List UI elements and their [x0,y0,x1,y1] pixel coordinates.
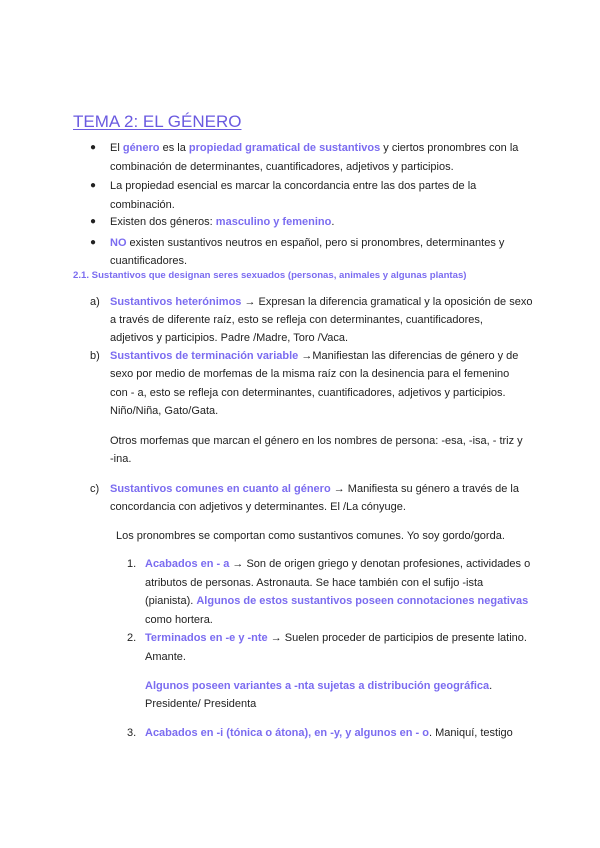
item-c-line-2: concordancia con adjetivos y determinantes. El /La cónyuge. [110,501,406,513]
bullet-3-line-1: Existen dos géneros: masculino y femenino. [110,216,335,228]
numbered-2-paragraph-line-1: Algunos poseen variantes a -nta sujetas a distribución geográfica. [145,680,493,692]
bullet-2-line-1: La propiedad esencial es marcar la concordancia entre las dos partes de la [110,180,477,192]
numbered-2-line-2: Amante. [145,651,186,663]
bullet-icon: ● [90,180,97,191]
pronouns-note: Los pronombres se comportan como sustantivos comunes. Yo soy gordo/gorda. [116,530,505,542]
item-b-paragraph-line-1: Otros morfemas que marcan el género en los nombres de persona: -esa, -isa, - triz y [110,435,523,447]
numbered-1-line-4: como hortera. [145,614,213,626]
bullet-2-line-2: combinación. [110,199,175,211]
bullet-1-line-2: combinación de determinantes, cuantificadores, adjetivos y participios. [110,161,454,173]
section-heading: 2.1. Sustantivos que designan seres sexuados (personas, animales y algunas plantas) [73,270,467,281]
numbered-3-marker: 3. [127,727,137,739]
bullet-icon: ● [90,216,97,227]
numbered-1-line-3: (pianista). Algunos de estos sustantivos poseen connotaciones negativas [145,595,529,607]
item-a-line-3: adjetivos y participios. Padre /Madre, Toro /Vaca. [110,332,349,344]
item-b-marker: b) [90,350,100,362]
item-c-marker: c) [90,483,100,495]
bullet-4-line-2: cuantificadores. [110,255,188,267]
bullet-icon: ● [90,142,97,153]
bullet-1-line-1: El género es la propiedad gramatical de sustantivos y ciertos pronombres con la [110,142,519,154]
item-b-line-4: Niño/Niña, Gato/Gata. [110,405,219,417]
item-a-marker: a) [90,296,100,308]
item-a-line-1: Sustantivos heterónimos → Expresan la diferencia gramatical y la oposición de sexo [110,296,533,308]
bullet-icon: ● [90,237,97,248]
item-b-line-1: Sustantivos de terminación variable →Manifiestan las diferencias de género y de [110,350,519,362]
item-a-line-2: a través de diferente raíz, esto se refleja con determinantes, cuantificadores, [110,314,483,326]
item-b-line-3: con - a, esto se refleja con determinantes, cuantificadores, adjetivos y participios. [110,387,506,399]
item-b-paragraph-line-2: -ina. [110,453,132,465]
numbered-2-marker: 2. [127,632,137,644]
numbered-3-line-1: Acabados en -i (tónica o átona), en -y, y algunos en - o. Maniquí, testigo [145,727,513,739]
bullet-4-line-1: NO existen sustantivos neutros en español, pero si pronombres, determinantes y [110,237,505,249]
item-b-line-2: sexo por medio de morfemas de la misma raíz con la desinencia para el femenino [110,368,510,380]
numbered-2-paragraph-line-2: Presidente/ Presidenta [145,698,257,710]
numbered-2-line-1: Terminados en -e y -nte → Suelen proceder de participios de presente latino. [145,632,527,644]
numbered-1-line-1: Acabados en - a → Son de origen griego y denotan profesiones, actividades o [145,558,531,570]
numbered-1-marker: 1. [127,558,137,570]
numbered-1-line-2: atributos de personas. Astronauta. Se hace también con el sufijo -ista [145,577,484,589]
page-title: TEMA 2: EL GÉNERO [73,112,242,131]
item-c-line-1: Sustantivos comunes en cuanto al género → Manifiesta su género a través de la [110,483,519,495]
